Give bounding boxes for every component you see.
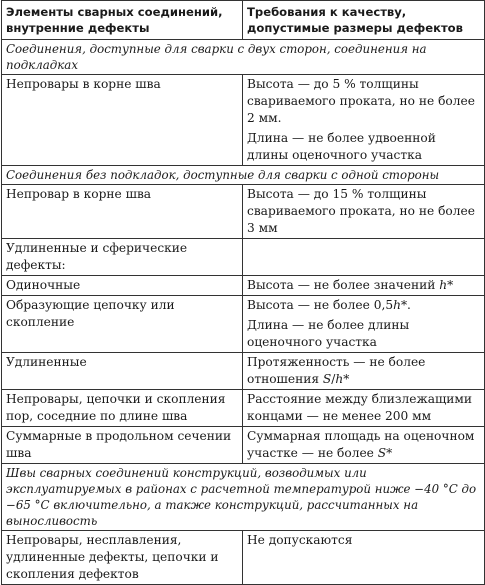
defect-requirement [243, 75, 485, 166]
defect-requirement [243, 276, 485, 296]
defect-name: Образующие цепочку или скопление [2, 296, 243, 353]
defect-name: Непровары, цепочки и скопления пор, соседние по длине шва [2, 390, 243, 427]
defect-name: Одиночные [2, 276, 243, 296]
table-row [2, 427, 485, 464]
defect-requirement [243, 427, 485, 464]
defect-name: Удлиненные [2, 353, 243, 390]
defects-table [1, 0, 485, 585]
table-row [2, 390, 485, 427]
section-title: Соединения, доступные для сварки с двух сторон, соединения на подкладках [2, 40, 485, 75]
requirement-text: Длина — не более длины оценочного участка [247, 318, 410, 349]
table-row [2, 75, 485, 166]
section-title: Соединения без подкладок, доступные для сварки с одной стороны [2, 166, 485, 185]
requirement-text: Не допускаются [247, 533, 353, 547]
requirement-text: Длина — не более удвоенной длины оценочного участка [247, 131, 436, 162]
table-row [2, 185, 485, 239]
header-requirements: Требования к качеству, допустимые размеры дефектов [243, 1, 485, 40]
requirement-text: Высота — не более 0,5h*. [247, 298, 411, 312]
defect-requirement [243, 353, 485, 390]
defect-name: Непровары, несплавления, удлиненные дефекты, цепочки и скопления дефектов [2, 531, 243, 585]
section-row [2, 166, 485, 185]
defect-name: Непровары в корне шва [2, 75, 243, 166]
table-row [2, 296, 485, 353]
requirement-text: Высота — не более значений h* [247, 278, 454, 292]
requirement-text: Протяженность — не более отношения S/h* [247, 355, 426, 386]
defect-requirement [243, 390, 485, 427]
defect-requirement [243, 531, 485, 585]
defect-name: Суммарные в продольном сечении шва [2, 427, 243, 464]
defect-name: Непровар в корне шва [2, 185, 243, 239]
table-header-row [2, 1, 485, 40]
section-row [2, 40, 485, 75]
section-row [2, 464, 485, 531]
defect-name: Удлиненные и сферические дефекты: [2, 239, 243, 276]
defect-requirement [243, 185, 485, 239]
section-title: Швы сварных соединений конструкций, возводимых или эксплуатируемых в районах с расчетной температурой ниже −40 °С до −65 °С включительно, а также конструкций, рассчитанных на выносливость [2, 464, 485, 531]
table-row [2, 276, 485, 296]
table-row [2, 531, 485, 585]
table-row [2, 239, 485, 276]
requirement-text: Расстояние между близлежащими концами — не менее 200 мм [247, 392, 473, 423]
requirement-text: Высота — до 5 % толщины свариваемого проката, но не более 2 мм. [247, 77, 475, 125]
defect-requirement [243, 296, 485, 353]
defect-requirement [243, 239, 485, 276]
header-elements: Элементы сварных соединений, внутренние дефекты [2, 1, 243, 40]
requirement-text: Суммарная площадь на оценочном участке — не более S* [247, 429, 475, 460]
requirement-text: Высота — до 15 % толщины свариваемого проката, но не более 3 мм [247, 187, 475, 235]
table-row [2, 353, 485, 390]
